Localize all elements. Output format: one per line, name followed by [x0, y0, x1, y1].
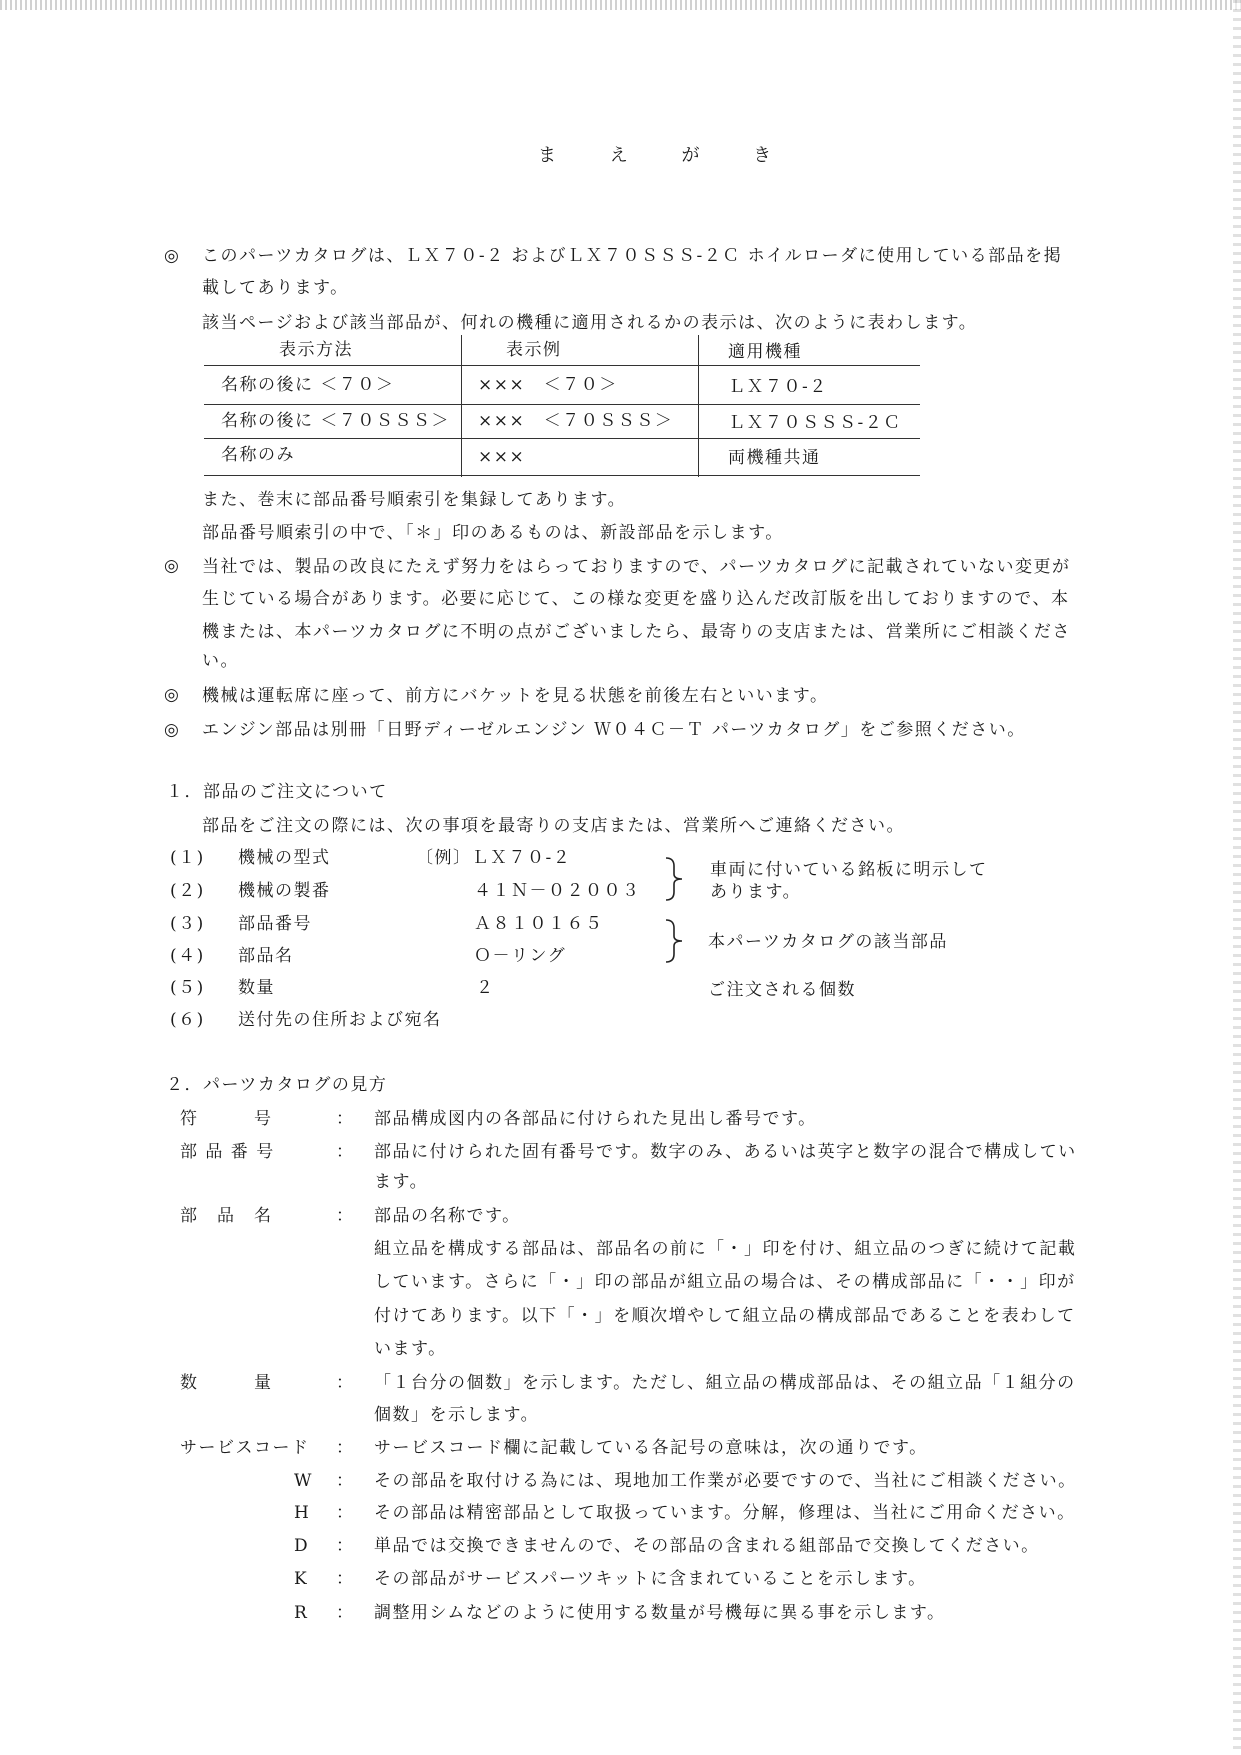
service-code-letter: W — [294, 1471, 313, 1491]
term-colon: ： — [336, 1569, 355, 1589]
order-item-num: (３) — [170, 914, 205, 934]
table-cell: 名称のみ — [221, 445, 295, 465]
table-rule — [204, 438, 920, 439]
order-item-example: ２ — [476, 978, 495, 998]
intro-line-2: 載してあります。 — [202, 278, 349, 298]
bullet-mark: ◎ — [164, 556, 181, 576]
section1-heading: １．部品のご注文について — [166, 782, 388, 802]
term-colon: ： — [336, 1536, 355, 1556]
table-header-model: 適用機種 — [728, 342, 802, 362]
table-cell: 名称の後に ＜７０ＳＳＳ＞ — [221, 411, 450, 431]
order-item-label: 機械の製番 — [238, 881, 331, 901]
bullet-mark: ◎ — [164, 720, 181, 740]
table-cell: 両機種共通 — [728, 448, 821, 468]
order-item-label: 部品名 — [238, 946, 294, 966]
term-colon: ： — [336, 1603, 355, 1623]
def-text: 部品の名称です。 — [374, 1206, 521, 1226]
table-cell: ××× ＜７０＞ — [478, 375, 618, 395]
table-cell: ＬＸ７０ＳＳＳ-２Ｃ — [728, 413, 902, 433]
def-text: 個数」を示します。 — [374, 1405, 540, 1425]
scan-edge-top — [0, 0, 1241, 10]
order-item-num: (２) — [170, 881, 205, 901]
order-item-example: Ｏ－リング — [474, 946, 567, 966]
term-colon: ： — [336, 1471, 355, 1491]
bullet2-line: 生じている場合があります。必要に応じて、この様な変更を盛り込んだ改訂版を出しておりますので、本 — [202, 589, 1070, 609]
scan-edge-right — [1233, 0, 1241, 1755]
def-text: います。 — [374, 1339, 447, 1359]
service-code-text: その部品は精密部品として取扱っています。分解，修理は、当社にご用命ください。 — [374, 1503, 1076, 1523]
term-colon: ： — [336, 1206, 355, 1226]
order-item-label: 送付先の住所および宛名 — [238, 1010, 442, 1030]
table-divider — [461, 335, 462, 477]
service-code-letter: H — [294, 1503, 311, 1523]
brace-icon — [664, 918, 686, 964]
quantity-note: ご注文される個数 — [708, 980, 856, 1000]
term-quantity: 数 量 — [180, 1373, 273, 1393]
order-item-num: (５) — [170, 978, 205, 998]
term-colon: ： — [336, 1373, 355, 1393]
def-text: 部品構成図内の各部品に付けられた見出し番号です。 — [374, 1109, 817, 1129]
intro-line-3: 該当ページおよび該当部品が、何れの機種に適用されるかの表示は、次のように表わします。 — [202, 313, 978, 333]
new-part-note: 部品番号順索引の中で、「＊」印のあるものは、新設部品を示します。 — [202, 523, 784, 543]
bullet2-line: 機または、本パーツカタログに不明の点がございましたら、最寄りの支店または、営業所にご相談くださ — [202, 622, 1071, 642]
order-item-example: 〔例〕ＬＸ７０-２ — [416, 848, 572, 868]
table-rule — [204, 475, 920, 476]
section2-heading: ２．パーツカタログの見方 — [166, 1075, 388, 1095]
term-colon: ： — [336, 1142, 355, 1162]
bullet2-line: 当社では、製品の改良にたえず努力をはらっておりますので、パーツカタログに記載されていない変更が — [202, 557, 1071, 577]
def-text: ます。 — [374, 1172, 429, 1192]
order-item-example: Ａ８１０１６５ — [474, 914, 604, 934]
order-item-label: 数量 — [238, 978, 275, 998]
service-code-text: その部品を取付ける為には、現地加工作業が必要ですので、当社にご相談ください。 — [374, 1471, 1077, 1491]
engine-note: エンジン部品は別冊「日野ディーゼルエンジン Ｗ０４Ｃ－Ｔ パーツカタログ」をご参照ください。 — [202, 720, 1026, 740]
bullet-mark: ◎ — [164, 246, 181, 266]
term-part-name: 部 品 名 — [180, 1206, 273, 1226]
def-text: 「１台分の個数」を示します。ただし、組立品の構成部品は、その組立品「１組分の — [374, 1373, 1076, 1393]
def-text: しています。さらに「・」印の部品が組立品の場合は、その構成部品に「・・」印が — [374, 1272, 1076, 1292]
service-code-text: 単品では交換できませんので、その部品の含まれる組部品で交換してください。 — [374, 1536, 1040, 1556]
def-text: 部品に付けられた固有番号です。数字のみ、あるいは英字と数字の混合で構成してい — [374, 1142, 1077, 1162]
term-colon: ： — [336, 1109, 355, 1129]
nameplate-note: あります。 — [710, 882, 802, 902]
catalog-note: 本パーツカタログの該当部品 — [708, 932, 948, 952]
order-item-label: 部品番号 — [238, 914, 312, 934]
nameplate-note: 車両に付いている銘板に明示して — [710, 860, 988, 880]
table-cell: ＬＸ７０-２ — [728, 377, 828, 397]
service-code-text: その部品がサービスパーツキットに含まれていることを示します。 — [374, 1569, 927, 1589]
term-part-no: 部 品 番 号 — [180, 1142, 275, 1162]
term-service-code: サービスコード — [180, 1438, 310, 1458]
page-title: ま え が き — [538, 145, 796, 166]
table-divider — [698, 335, 699, 477]
direction-note: 機械は運転席に座って、前方にバケットを見る状態を前後左右といいます。 — [202, 686, 829, 706]
service-code-letter: R — [294, 1603, 309, 1623]
term-symbol: 符 号 — [180, 1109, 273, 1129]
def-text: サービスコード欄に記載している各記号の意味は，次の通りです。 — [374, 1438, 928, 1458]
table-cell: ××× ＜７０ＳＳＳ＞ — [478, 411, 674, 431]
order-item-num: (１) — [170, 848, 205, 868]
table-cell: 名称の後に ＜７０＞ — [221, 375, 395, 395]
bullet-mark: ◎ — [164, 685, 181, 705]
bullet2-line: い。 — [202, 651, 239, 671]
def-text: 付けてあります。以下「・」を順次増やして組立品の構成部品であることを表わして — [374, 1306, 1076, 1326]
index-note: また、巻末に部品番号順索引を集録してあります。 — [202, 490, 627, 510]
order-item-label: 機械の型式 — [238, 848, 331, 868]
order-item-num: (６) — [170, 1010, 205, 1030]
intro-line-1: このパーツカタログは、ＬＸ７０-２ およびＬＸ７０ＳＳＳ-２Ｃ ホイルローダに使用している部品を掲 — [202, 246, 1063, 266]
table-cell: ××× — [478, 447, 526, 467]
order-item-num: (４) — [170, 946, 205, 966]
service-code-text: 調整用シムなどのように使用する数量が号機毎に異る事を示します。 — [374, 1603, 946, 1623]
term-colon: ： — [336, 1503, 355, 1523]
table-rule — [204, 404, 920, 405]
service-code-letter: K — [294, 1569, 309, 1589]
table-rule — [204, 365, 920, 366]
term-colon: ： — [336, 1438, 355, 1458]
table-header-method: 表示方法 — [279, 340, 353, 360]
brace-icon — [664, 856, 686, 902]
service-code-letter: D — [294, 1536, 310, 1556]
order-item-example: ４１Ｎ－０２００３ — [474, 881, 641, 901]
display-method-table — [204, 335, 920, 477]
section1-intro: 部品をご注文の際には、次の事項を最寄りの支店または、営業所へご連絡ください。 — [202, 816, 905, 836]
table-header-example: 表示例 — [506, 340, 562, 360]
def-text: 組立品を構成する部品は、部品名の前に「・」印を付け、組立品のつぎに続けて記載 — [374, 1239, 1077, 1259]
